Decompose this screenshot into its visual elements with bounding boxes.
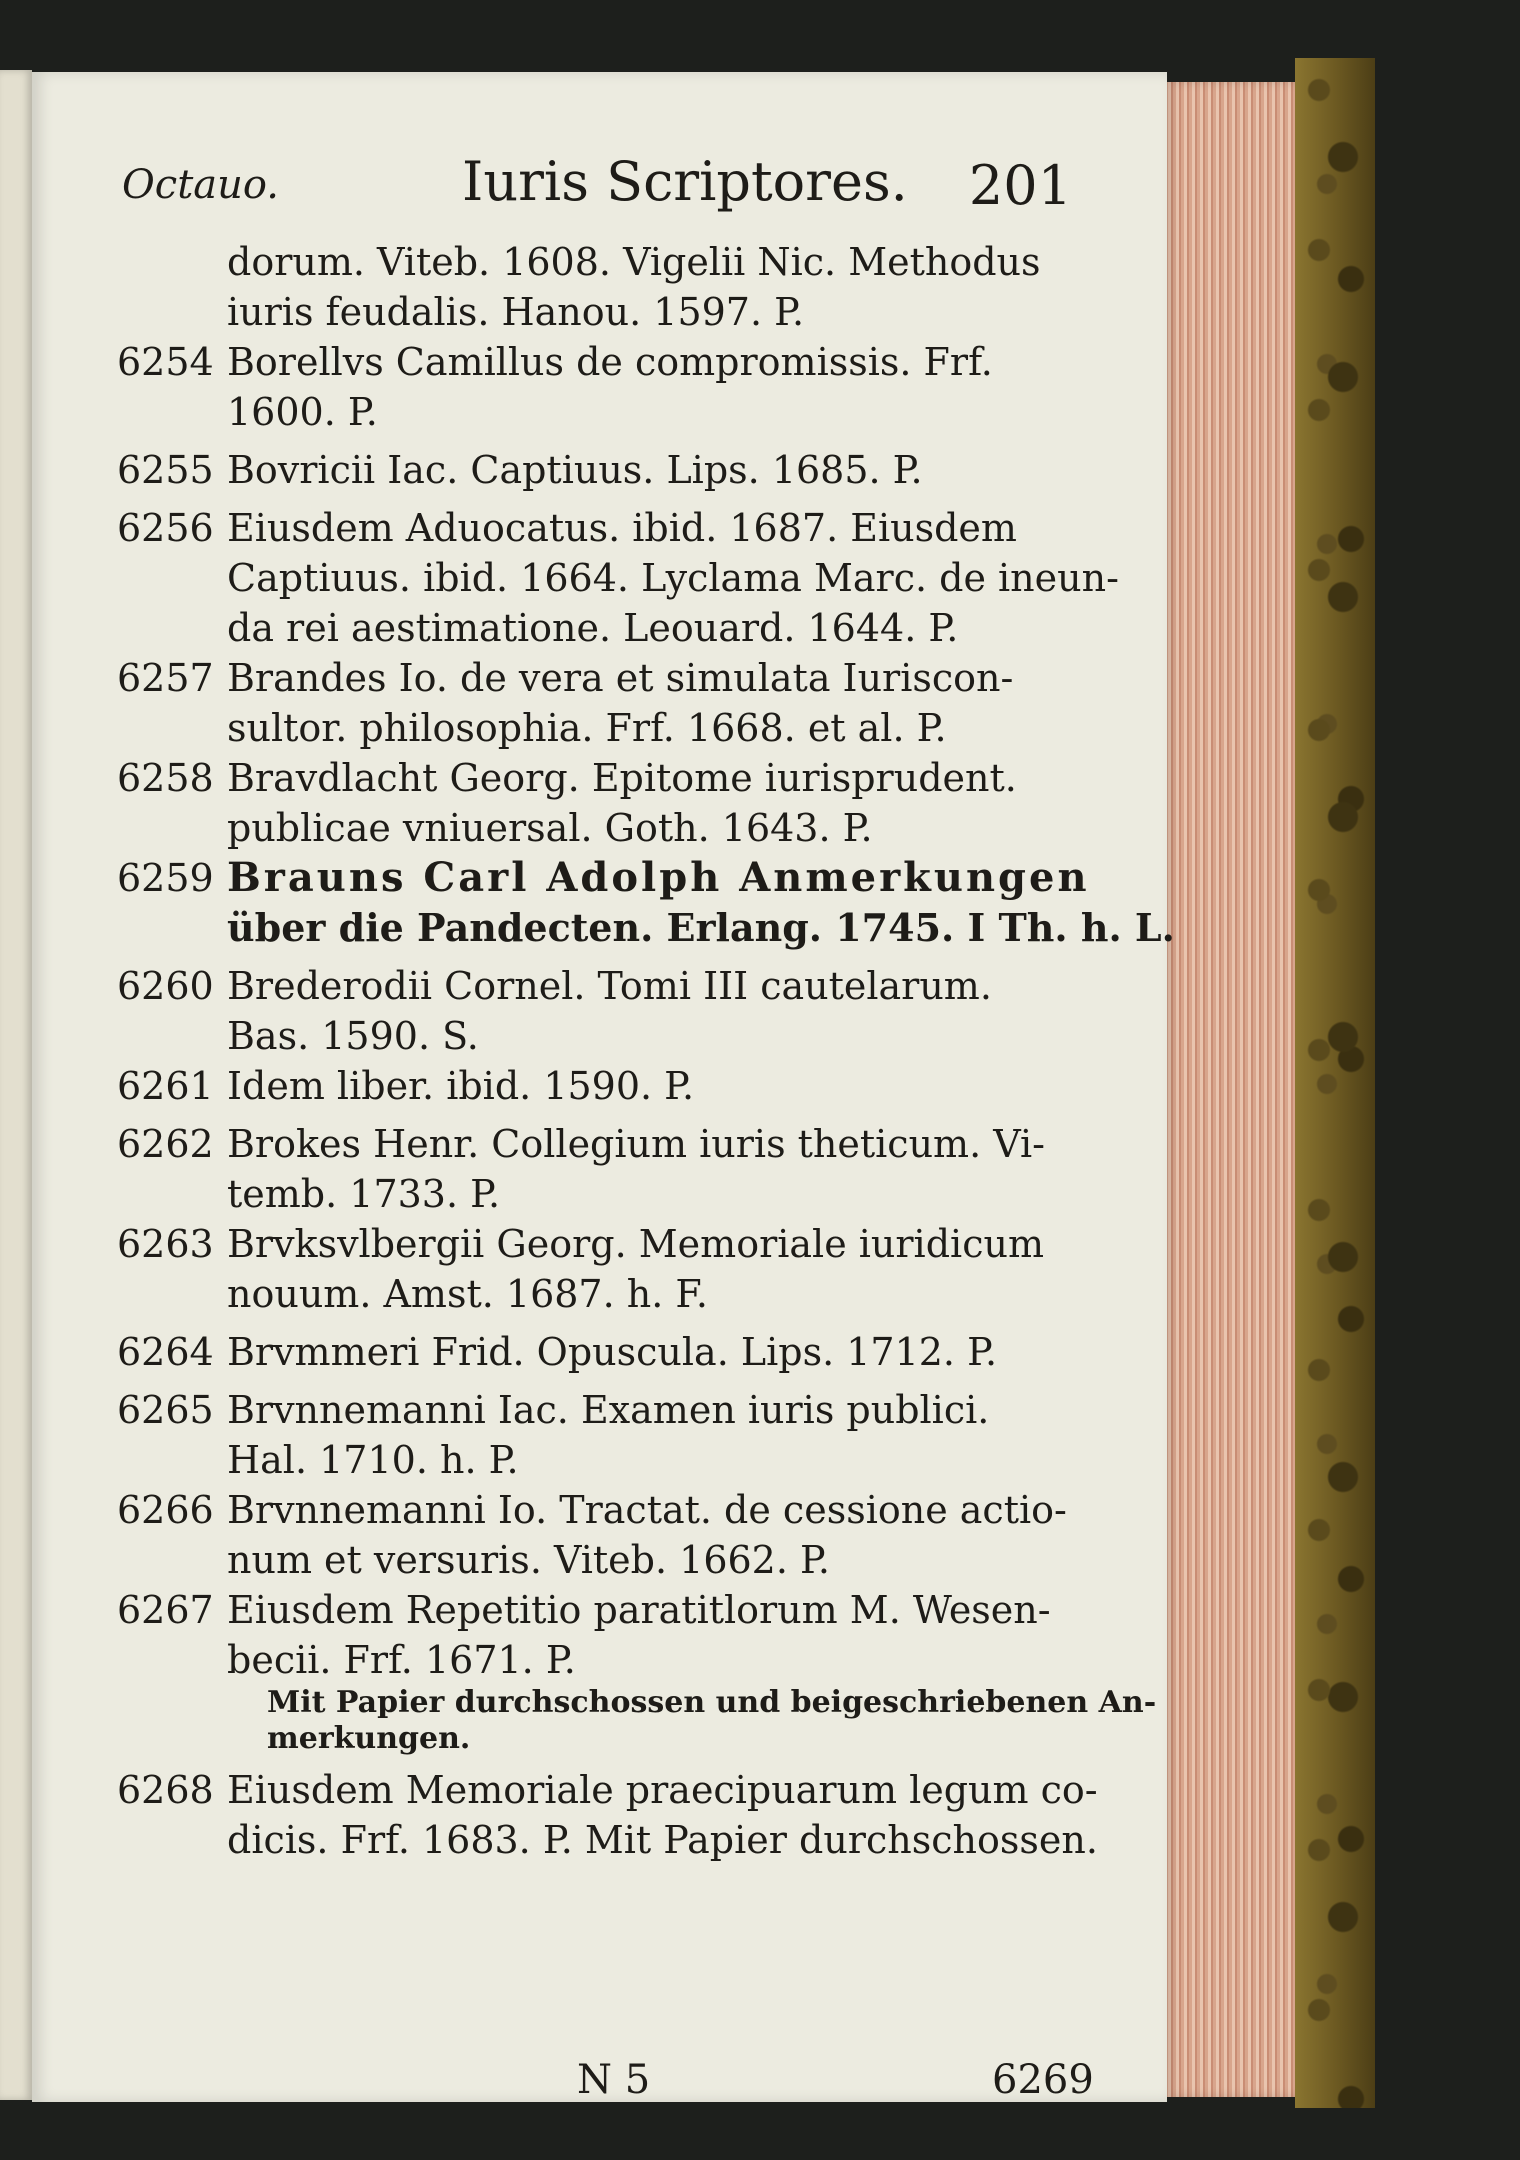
entry-line: becii. Frf. 1671. P. — [227, 1638, 576, 1682]
entry-line: publicae vniuersal. Goth. 1643. P. — [227, 806, 873, 850]
note-line: Mit Papier durchschossen und beigeschriebenen An- — [267, 1685, 1157, 1720]
marbled-cover — [1295, 58, 1375, 2108]
entry-number: 6261 — [117, 1064, 214, 1108]
entry-6266 — [117, 1485, 1102, 1585]
entry-line: dicis. Frf. 1683. P. Mit Papier durchschossen. — [227, 1818, 1098, 1862]
entry-6265 — [117, 1385, 1102, 1485]
entry-line: Eiusdem Repetitio paratitlorum M. Wesen- — [227, 1588, 1051, 1632]
entry-line: Bas. 1590. S. — [227, 1014, 479, 1058]
entry-line: Eiusdem Memoriale praecipuarum legum co- — [227, 1768, 1098, 1812]
entry-number: 6256 — [117, 506, 214, 550]
entry-line: Brvksvlbergii Georg. Memoriale iuridicum — [227, 1222, 1044, 1266]
entry-number: 6263 — [117, 1222, 214, 1266]
page-number: 201 — [968, 154, 1072, 217]
entry-line: Hal. 1710. h. P. — [227, 1438, 519, 1482]
entry-line: Brvnnemanni Io. Tractat. de cessione actio- — [227, 1488, 1067, 1532]
entry-number: 6264 — [117, 1330, 214, 1374]
entry-number: 6259 — [117, 856, 214, 900]
entry-number: 6265 — [117, 1388, 214, 1432]
entry-line: dorum. Viteb. 1608. Vigelii Nic. Methodus — [227, 240, 1041, 284]
entry-6263 — [117, 1219, 1102, 1319]
page-edges — [1165, 82, 1300, 2097]
entry-line: temb. 1733. P. — [227, 1172, 501, 1216]
entry-line: Brederodii Cornel. Tomi III cautelarum. — [227, 964, 992, 1008]
entry-6258 — [117, 753, 1102, 853]
entry-6264 — [117, 1327, 1102, 1377]
entry-line: da rei aestimatione. Leouard. 1644. P. — [227, 606, 959, 650]
entry-number: 6267 — [117, 1588, 214, 1632]
entry-6259 — [117, 853, 1175, 953]
entry-6260 — [117, 961, 1102, 1061]
entry-number: 6262 — [117, 1122, 214, 1166]
entry-number: 6255 — [117, 448, 214, 492]
entry-line: Brvmmeri Frid. Opuscula. Lips. 1712. P. — [227, 1330, 998, 1374]
entry-line: Eiusdem Aduocatus. ibid. 1687. Eiusdem — [227, 506, 1017, 550]
note-line: merkungen. — [267, 1721, 471, 1756]
entry-line: über die Pandecten. Erlang. 1745. I Th. h. L. — [227, 905, 1175, 950]
signature-mark: N 5 — [577, 2057, 651, 2103]
page-footer — [32, 2057, 1167, 2107]
entry-6262 — [117, 1119, 1102, 1219]
running-head — [122, 150, 1072, 220]
entry-number: 6257 — [117, 656, 214, 700]
section-title: Iuris Scriptores. — [462, 150, 908, 213]
entry-line: Idem liber. ibid. 1590. P. — [227, 1064, 695, 1108]
format-label: Octauo. — [122, 162, 279, 208]
entry-6257 — [117, 653, 1102, 753]
entry-number: 6268 — [117, 1768, 214, 1812]
book-page — [32, 72, 1175, 2103]
entry-line: Brandes Io. de vera et simulata Iuriscon- — [227, 656, 1014, 700]
entry-6268 — [117, 1765, 1102, 1865]
entry-6261 — [117, 1061, 1102, 1111]
entry-number: 6260 — [117, 964, 214, 1008]
entry-continued — [117, 237, 1102, 337]
entry-line: Bovricii Iac. Captiuus. Lips. 1685. P. — [227, 448, 923, 492]
entry-line: nouum. Amst. 1687. h. F. — [227, 1272, 708, 1316]
entry-number: 6266 — [117, 1488, 214, 1532]
entry-line: iuris feudalis. Hanou. 1597. P. — [227, 290, 805, 334]
entry-6267 — [117, 1585, 1102, 1685]
entry-line: Borellvs Camillus de compromissis. Frf. — [227, 340, 993, 384]
entry-6256 — [117, 503, 1119, 653]
entry-line: sultor. philosophia. Frf. 1668. et al. P. — [227, 706, 947, 750]
entry-number: 6254 — [117, 340, 214, 384]
entry-6255 — [117, 445, 1102, 495]
entry-line: Brokes Henr. Collegium iuris theticum. Vi- — [227, 1122, 1046, 1166]
entry-line: Captiuus. ibid. 1664. Lyclama Marc. de ineun- — [227, 556, 1119, 600]
entry-line: 1600. P. — [227, 390, 378, 434]
entry-number: 6258 — [117, 756, 214, 800]
entry-line: Brvnnemanni Iac. Examen iuris publici. — [227, 1388, 990, 1432]
entry-line: Bravdlacht Georg. Epitome iurisprudent. — [227, 756, 1017, 800]
entry-line: num et versuris. Viteb. 1662. P. — [227, 1538, 830, 1582]
catchword: 6269 — [992, 2057, 1094, 2103]
entry-6267-note — [117, 1685, 1157, 1757]
previous-page-edge — [0, 70, 32, 2100]
entry-6254 — [117, 337, 1102, 437]
catalogue-entries — [117, 237, 1175, 1865]
entry-line: Brauns Carl Adolph Anmerkungen — [227, 854, 1090, 901]
